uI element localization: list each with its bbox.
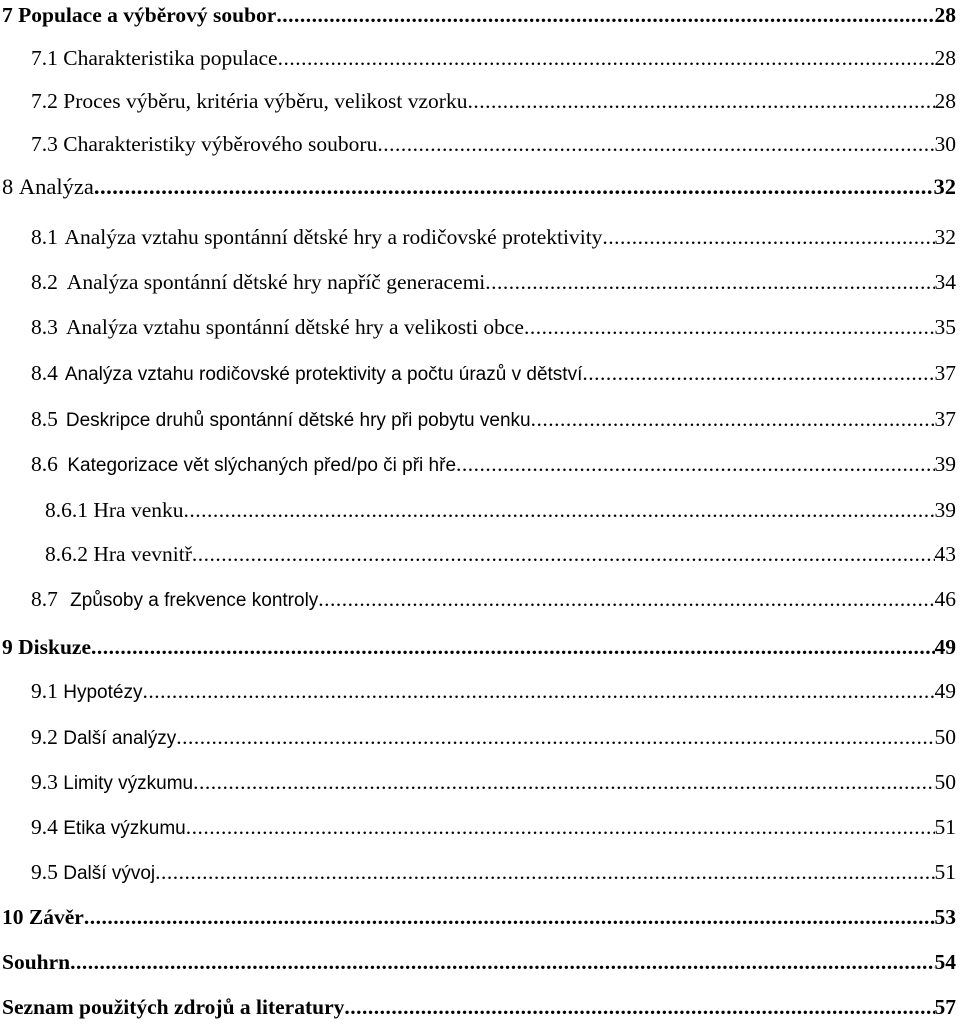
toc-entry-8[interactable] xyxy=(2,172,956,202)
toc-number: 9 xyxy=(2,635,13,659)
toc-entry-9-3[interactable] xyxy=(31,767,956,797)
toc-page: 34 xyxy=(934,270,956,294)
toc-entry-souhrn[interactable] xyxy=(2,947,956,977)
toc-leader xyxy=(278,43,935,73)
toc-title: Souhrn xyxy=(2,950,71,974)
toc-number: 7.1 xyxy=(31,46,58,70)
toc-title: Diskuze xyxy=(18,635,91,659)
toc-title: Hra venku xyxy=(93,498,184,522)
toc-entry-8-4[interactable] xyxy=(31,358,956,388)
toc-title: Analýza xyxy=(18,174,94,199)
toc-title: Deskripce druhů spontánní dětské hry při pobytu venku xyxy=(65,410,531,431)
toc-title: Způsoby a frekvence kontroly xyxy=(70,590,319,611)
toc-page: 50 xyxy=(934,725,956,749)
toc-entry-7-2[interactable] xyxy=(31,86,956,116)
toc-number: 9.1 xyxy=(31,679,58,703)
toc-entry-9-4[interactable] xyxy=(31,812,956,842)
toc-number: 7.3 xyxy=(31,132,58,156)
toc-number: 9.3 xyxy=(31,770,58,794)
toc-title: Hypotézy xyxy=(63,682,143,703)
toc-number: 8.7 xyxy=(31,587,58,611)
toc-page: 37 xyxy=(934,361,956,385)
toc-title: Hra vevnitř xyxy=(93,542,192,566)
toc-entry-8-7[interactable] xyxy=(31,584,956,614)
toc-leader xyxy=(467,86,934,116)
toc-title: Analýza vztahu rodičovské protektivity a počtu úrazů v dětství xyxy=(64,364,583,385)
toc-number: 8.6.2 xyxy=(45,542,88,566)
toc-title: Další analýzy xyxy=(63,728,177,749)
toc-title: Analýza spontánní dětské hry napříč generacemi xyxy=(66,270,486,294)
toc-entry-zdroje[interactable] xyxy=(2,992,956,1022)
toc-leader xyxy=(456,449,934,479)
toc-leader xyxy=(377,129,934,159)
toc-number: 8.6.1 xyxy=(45,498,88,522)
toc-number: 9.4 xyxy=(31,815,58,839)
toc-number: 7.2 xyxy=(31,89,58,113)
toc-leader xyxy=(531,404,935,434)
toc-leader xyxy=(582,358,934,388)
toc-number: 8.4 xyxy=(31,361,58,385)
toc-title: Etika výzkumu xyxy=(63,818,186,839)
toc-page: 51 xyxy=(934,815,956,839)
toc-leader xyxy=(94,172,934,202)
toc-entry-9-5[interactable] xyxy=(31,857,956,887)
toc-leader xyxy=(91,632,935,662)
toc-leader xyxy=(184,495,935,525)
toc-page: 51 xyxy=(934,860,956,884)
toc-number: 7 xyxy=(2,3,13,27)
toc-entry-8-3[interactable] xyxy=(31,312,956,342)
toc-leader xyxy=(142,676,934,706)
toc-entry-9[interactable] xyxy=(2,632,956,662)
toc-number: 8.3 xyxy=(31,315,58,339)
toc-leader xyxy=(186,812,935,842)
toc-leader xyxy=(344,992,934,1022)
toc-page: 43 xyxy=(934,542,956,566)
toc-page: 53 xyxy=(934,905,956,929)
toc-page: 57 xyxy=(934,995,956,1019)
toc-page: 39 xyxy=(934,452,956,476)
toc-entry-10[interactable] xyxy=(2,902,956,932)
toc-page: 32 xyxy=(933,174,956,199)
toc-page: 49 xyxy=(934,679,956,703)
toc-page: 28 xyxy=(934,46,956,70)
toc-page: 54 xyxy=(934,950,956,974)
toc-title: Seznam použitých zdrojů a literatury xyxy=(2,995,345,1019)
toc-page: 49 xyxy=(934,635,956,659)
toc-page: 37 xyxy=(934,407,956,431)
toc-page: 28 xyxy=(934,3,956,27)
toc-entry-8-6-2[interactable] xyxy=(45,539,956,569)
toc-leader xyxy=(318,584,934,614)
toc-leader xyxy=(176,722,934,752)
toc-title: Analýza vztahu spontánní dětské hry a velikosti obce xyxy=(66,315,524,339)
toc-title: Limity výzkumu xyxy=(63,773,194,794)
toc-number: 9.5 xyxy=(31,860,58,884)
toc-title: Charakteristiky výběrového souboru xyxy=(63,132,378,156)
toc-number: 10 xyxy=(2,905,24,929)
toc-title: Populace a výběrový soubor xyxy=(18,3,277,27)
toc-entry-9-2[interactable] xyxy=(31,722,956,752)
toc-entry-8-6-1[interactable] xyxy=(45,495,956,525)
toc-title: Další vývoj xyxy=(63,863,156,884)
toc-leader xyxy=(485,267,934,297)
toc-title: Kategorizace vět slýchaných před/po či při hře xyxy=(67,455,457,476)
toc-entry-8-2[interactable] xyxy=(31,267,956,297)
toc-page: 39 xyxy=(934,498,956,522)
toc-entry-7-3[interactable] xyxy=(31,129,956,159)
toc-page: 35 xyxy=(934,315,956,339)
toc-entry-9-1[interactable] xyxy=(31,676,956,706)
toc-title: Analýza vztahu spontánní dětské hry a rodičovské protektivity xyxy=(64,225,603,249)
toc-leader xyxy=(70,947,934,977)
toc-number: 8.1 xyxy=(31,225,58,249)
toc-number: 8.6 xyxy=(31,452,58,476)
toc-number: 8 xyxy=(2,174,14,199)
toc-entry-7-1[interactable] xyxy=(31,43,956,73)
toc-title: Závěr xyxy=(28,905,84,929)
toc-page: 32 xyxy=(934,225,956,249)
toc-leader xyxy=(602,222,934,252)
toc-title: Charakteristika populace xyxy=(63,46,278,70)
toc-entry-8-6[interactable] xyxy=(31,449,956,479)
toc-leader xyxy=(155,857,934,887)
toc-page: 50 xyxy=(934,770,956,794)
toc-page: 46 xyxy=(934,587,956,611)
toc-leader xyxy=(84,902,935,932)
toc-page: 30 xyxy=(934,132,956,156)
toc-leader xyxy=(524,312,935,342)
toc-leader xyxy=(192,539,935,569)
toc-number: 9.2 xyxy=(31,725,58,749)
toc-leader xyxy=(276,0,934,30)
toc-number: 8.5 xyxy=(31,407,58,431)
toc-title: Proces výběru, kritéria výběru, velikost vzorku xyxy=(63,89,468,113)
toc-leader xyxy=(193,767,934,797)
toc-entry-8-5[interactable] xyxy=(31,404,956,434)
toc-entry-8-1[interactable] xyxy=(31,222,956,252)
toc-page: 28 xyxy=(934,89,956,113)
toc-number: 8.2 xyxy=(31,270,58,294)
toc-entry-7[interactable] xyxy=(2,0,956,30)
